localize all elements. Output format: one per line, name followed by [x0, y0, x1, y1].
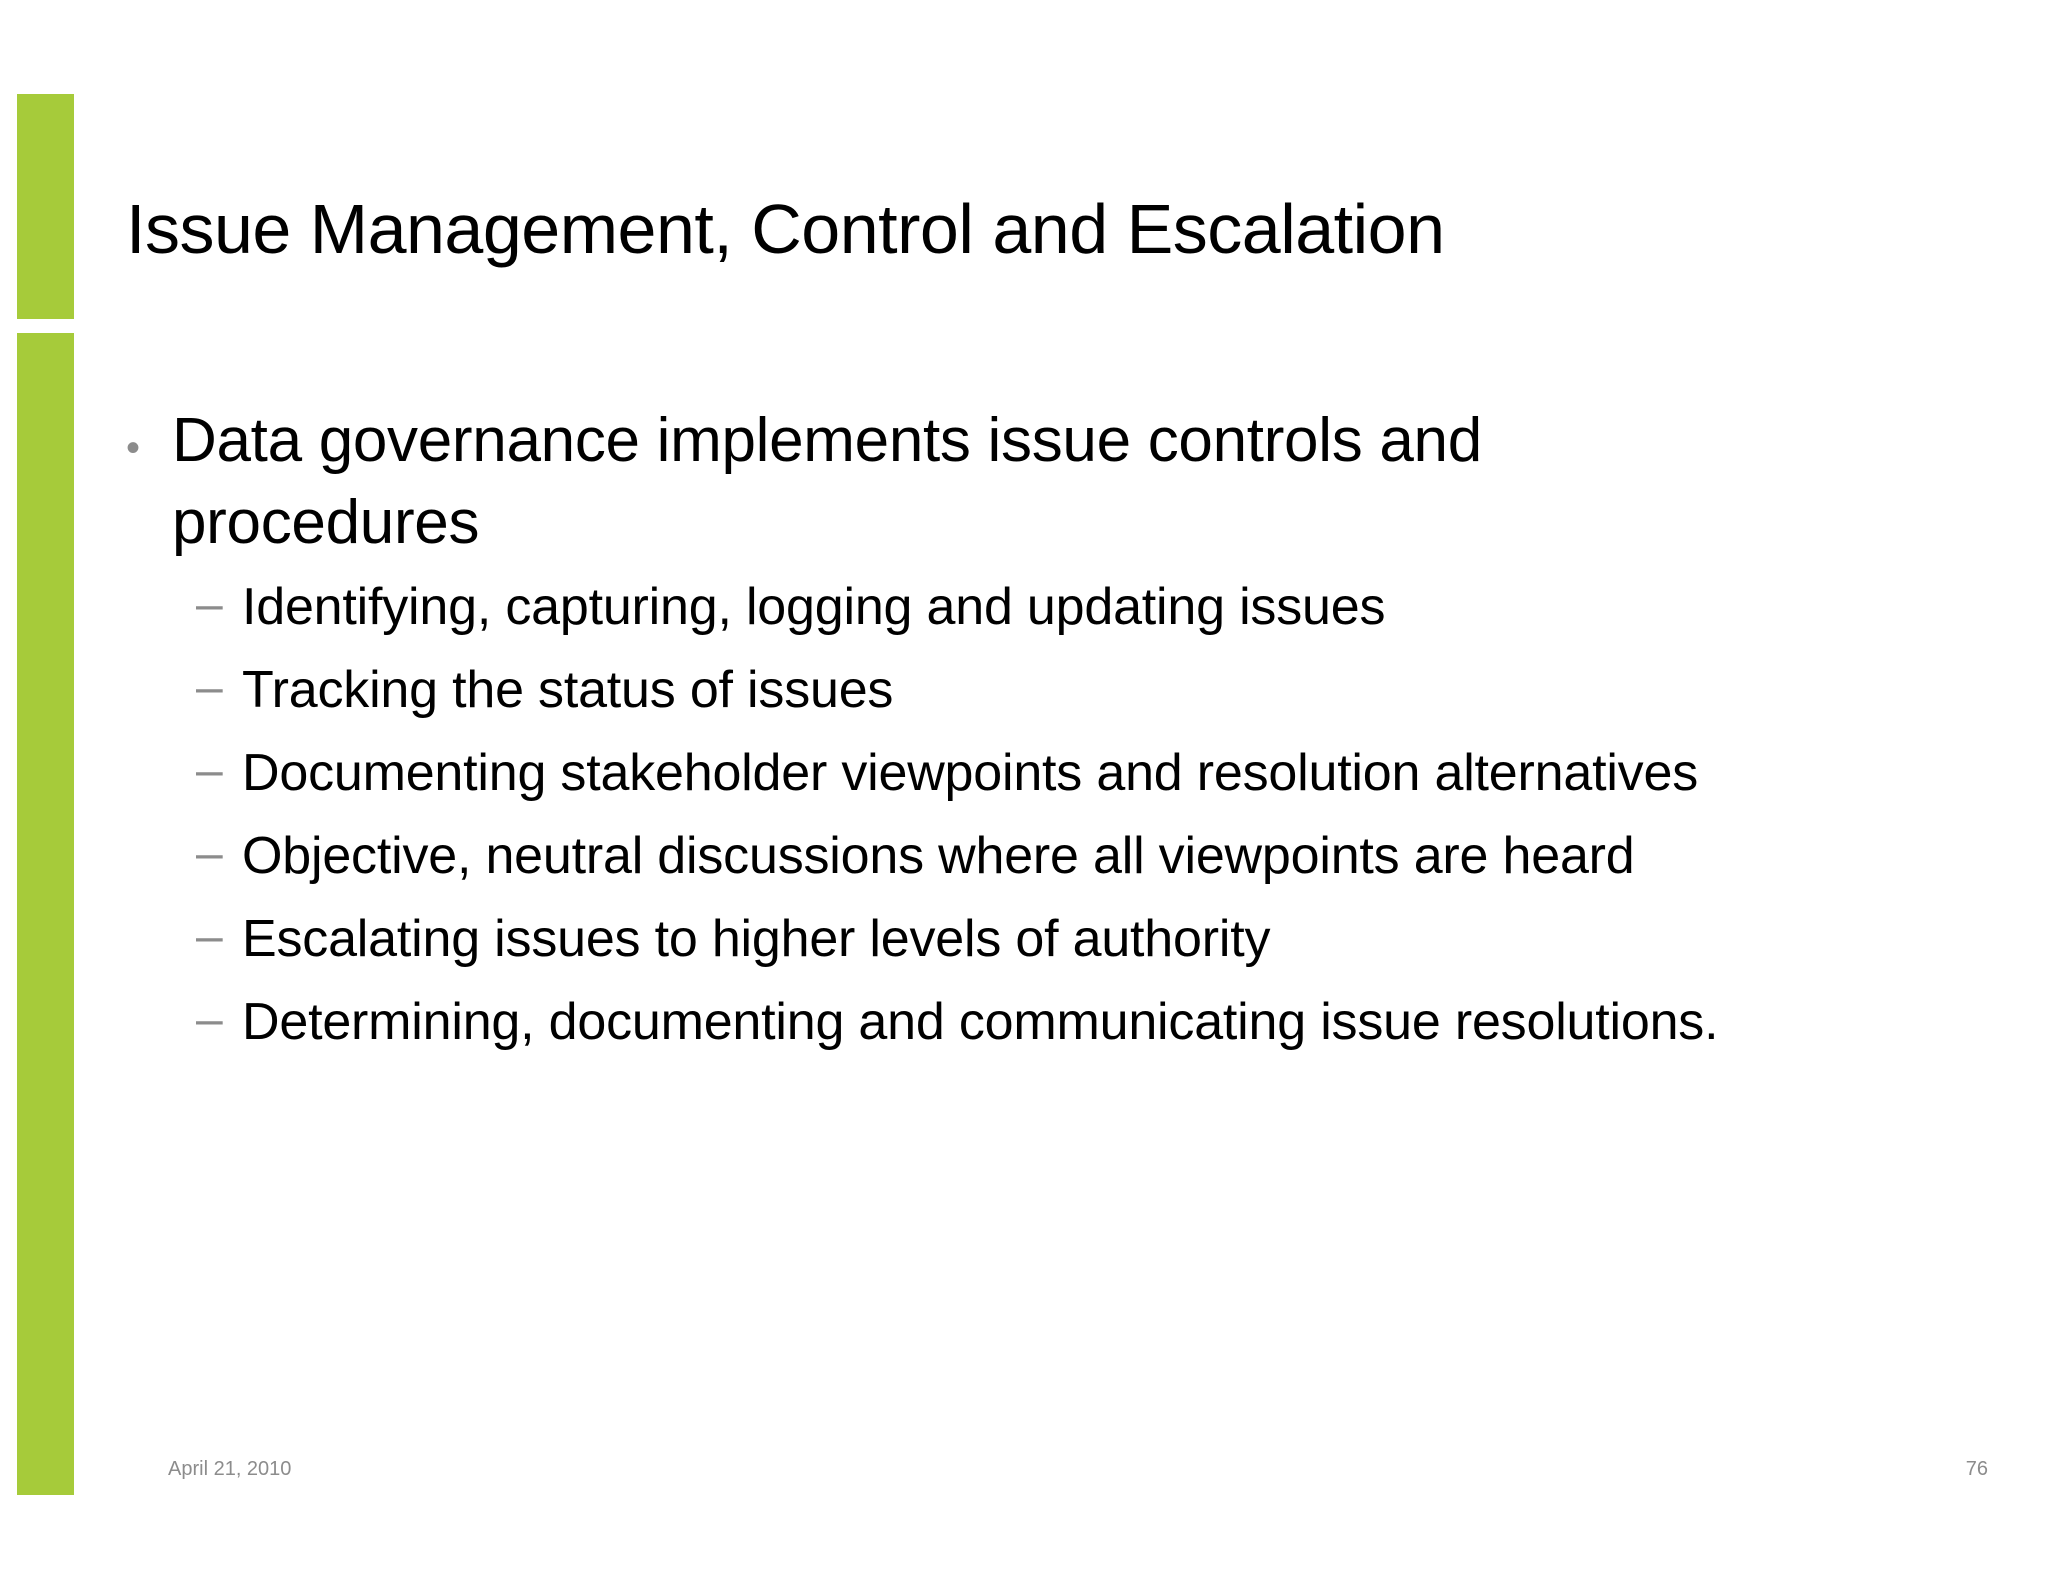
sub-bullet-item [196, 818, 1718, 901]
dash-icon: – [196, 661, 223, 714]
sub-bullet-list [196, 569, 1718, 1067]
dash-icon: – [196, 910, 223, 963]
main-bullet-text: Data governance implements issue controls and procedures [172, 406, 1482, 557]
dash-icon: – [196, 827, 223, 880]
sub-bullet-item [196, 569, 1718, 652]
dash-icon: – [196, 993, 223, 1046]
dash-icon: – [196, 578, 223, 631]
sub-bullet-text: Determining, documenting and communicating issue resolutions. [242, 993, 1719, 1051]
sub-bullet-text: Documenting stakeholder viewpoints and resolution alternatives [242, 744, 1698, 802]
accent-bar-top [17, 94, 74, 319]
accent-bar-bottom [17, 333, 74, 1495]
main-bullet [126, 400, 1646, 564]
page-number: 76 [1965, 1458, 1988, 1480]
sub-bullet-text: Tracking the status of issues [242, 661, 894, 719]
sub-bullet-item [196, 901, 1718, 984]
sub-bullet-text: Objective, neutral discussions where all viewpoints are heard [242, 827, 1635, 885]
sub-bullet-item [196, 984, 1718, 1067]
slide-title: Issue Management, Control and Escalation [126, 190, 1445, 268]
sub-bullet-text: Escalating issues to higher levels of authority [242, 910, 1271, 968]
sub-bullet-text: Identifying, capturing, logging and updating issues [242, 578, 1386, 636]
bullet-dot-icon: • [126, 426, 141, 470]
sub-bullet-item [196, 735, 1718, 818]
dash-icon: – [196, 744, 223, 797]
sub-bullet-item [196, 652, 1718, 735]
footer-date: April 21, 2010 [168, 1458, 292, 1480]
